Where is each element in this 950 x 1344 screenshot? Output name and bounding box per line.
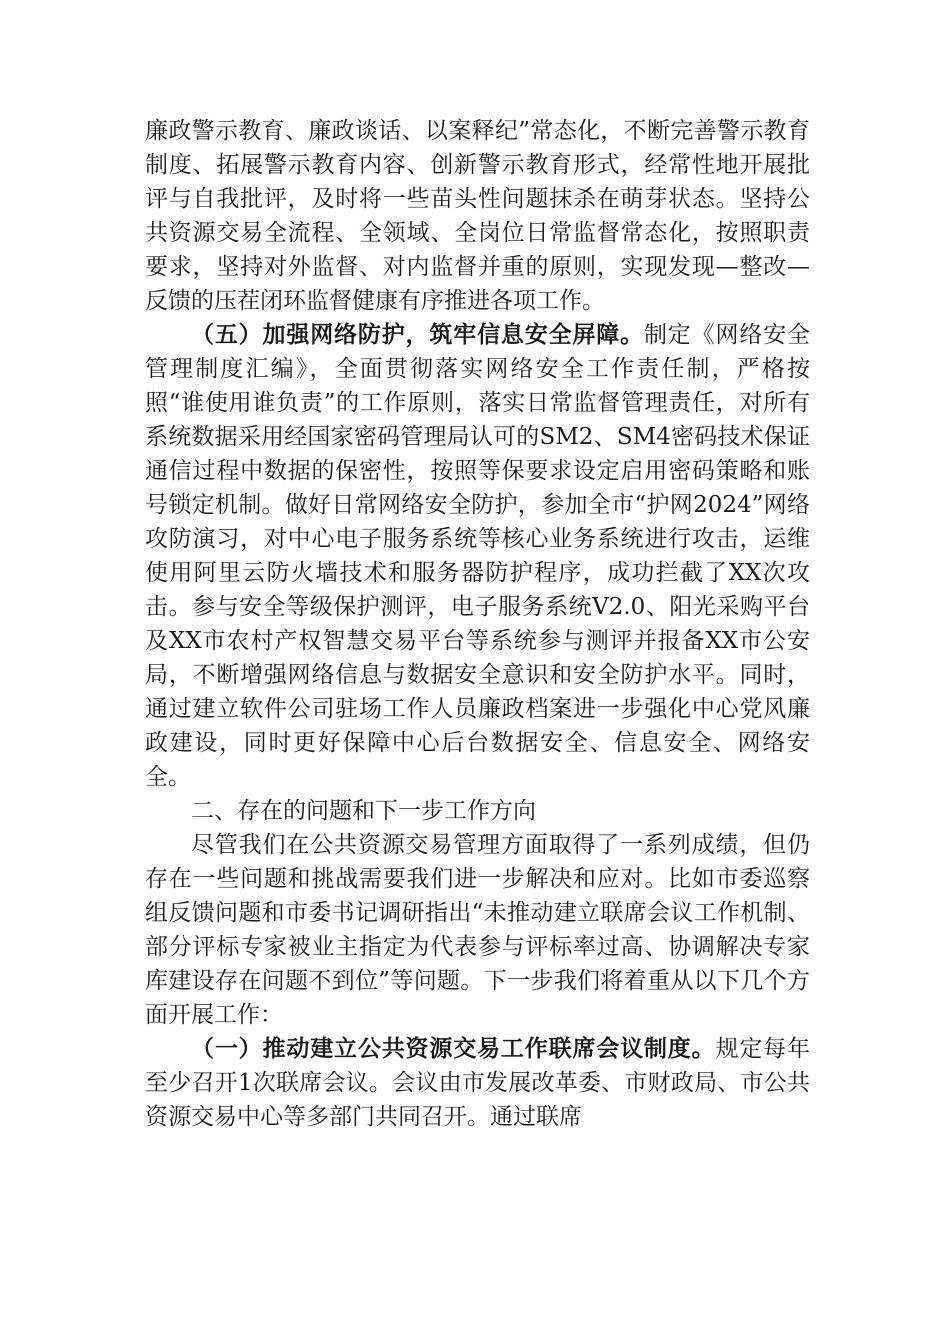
section-one-body: 规定每年至少召开1次联席会议。会议由市发展改革委、市财政局、市公共资源交易中心等多部门共同召开。通过联席 bbox=[145, 1036, 811, 1130]
section-one-title: （一）推动建立公共资源交易工作联席会议制度。 bbox=[191, 1035, 716, 1062]
document-page bbox=[145, 114, 810, 1134]
paragraph-network-protection bbox=[145, 318, 810, 794]
section-five-body: 制定《网络安全管理制度汇编》，全面贯彻落实网络安全工作责任制，严格按照“谁使用谁负责”的工作原则，落实日常监督管理责任，对所有系统数据采用经国家密码管理局认可的SM2、SM4密码技术保证通信过程中数据的保密性，按照等保要求设定启用密码策略和账号锁定机制。做好日常网络安全防护，参加全市“护网2024”网络攻防演习，对中心电子服务系统等核心业务系统进行攻击，运维使用阿里云防火墙技术和服务器防护程序，成功拦截了XX次攻击。参与安全等级保护测评，电子服务系统V2.0、阳光采购平台及XX市农村产权智慧交易平台等系统参与测评并报备XX市公安局，不断增强网络信息与数据安全意识和安全防护水平。同时，通过建立软件公司驻场工作人员廉政档案进一步强化中心党风廉政建设，同时更好保障中心后台数据安全、信息安全、网络安全。 bbox=[145, 322, 811, 790]
paragraph-problems-summary: 尽管我们在公共资源交易管理方面取得了一系列成绩，但仍存在一些问题和挑战需要我们进一步解决和应对。比如市委巡察组反馈问题和市委书记调研指出“未推动建立联席会议工作机制、部分评标专家被业主指定为代表参与评标率过高、协调解决专家库建设存在问题不到位”等问题。下一步我们将着重从以下几个方面开展工作： bbox=[145, 832, 810, 1028]
paragraph-joint-meeting bbox=[145, 1032, 810, 1134]
heading-problems-and-directions: 二、存在的问题和下一步工作方向 bbox=[191, 798, 536, 824]
section-five-title: （五）加强网络防护，筑牢信息安全屏障。 bbox=[191, 321, 644, 348]
paragraph-warning-education: 廉政警示教育、廉政谈话、以案释纪”常态化，不断完善警示教育制度、拓展警示教育内容、创新警示教育形式，经常性地开展批评与自我批评，及时将一些苗头性问题抹杀在萌芽状态。坚持公共资源交易全流程、全领域、全岗位日常监督常态化，按照职责要求，坚持对外监督、对内监督并重的原则，实现发现—整改—反馈的压茬闭环监督健康有序推进各项工作。 bbox=[145, 118, 810, 314]
